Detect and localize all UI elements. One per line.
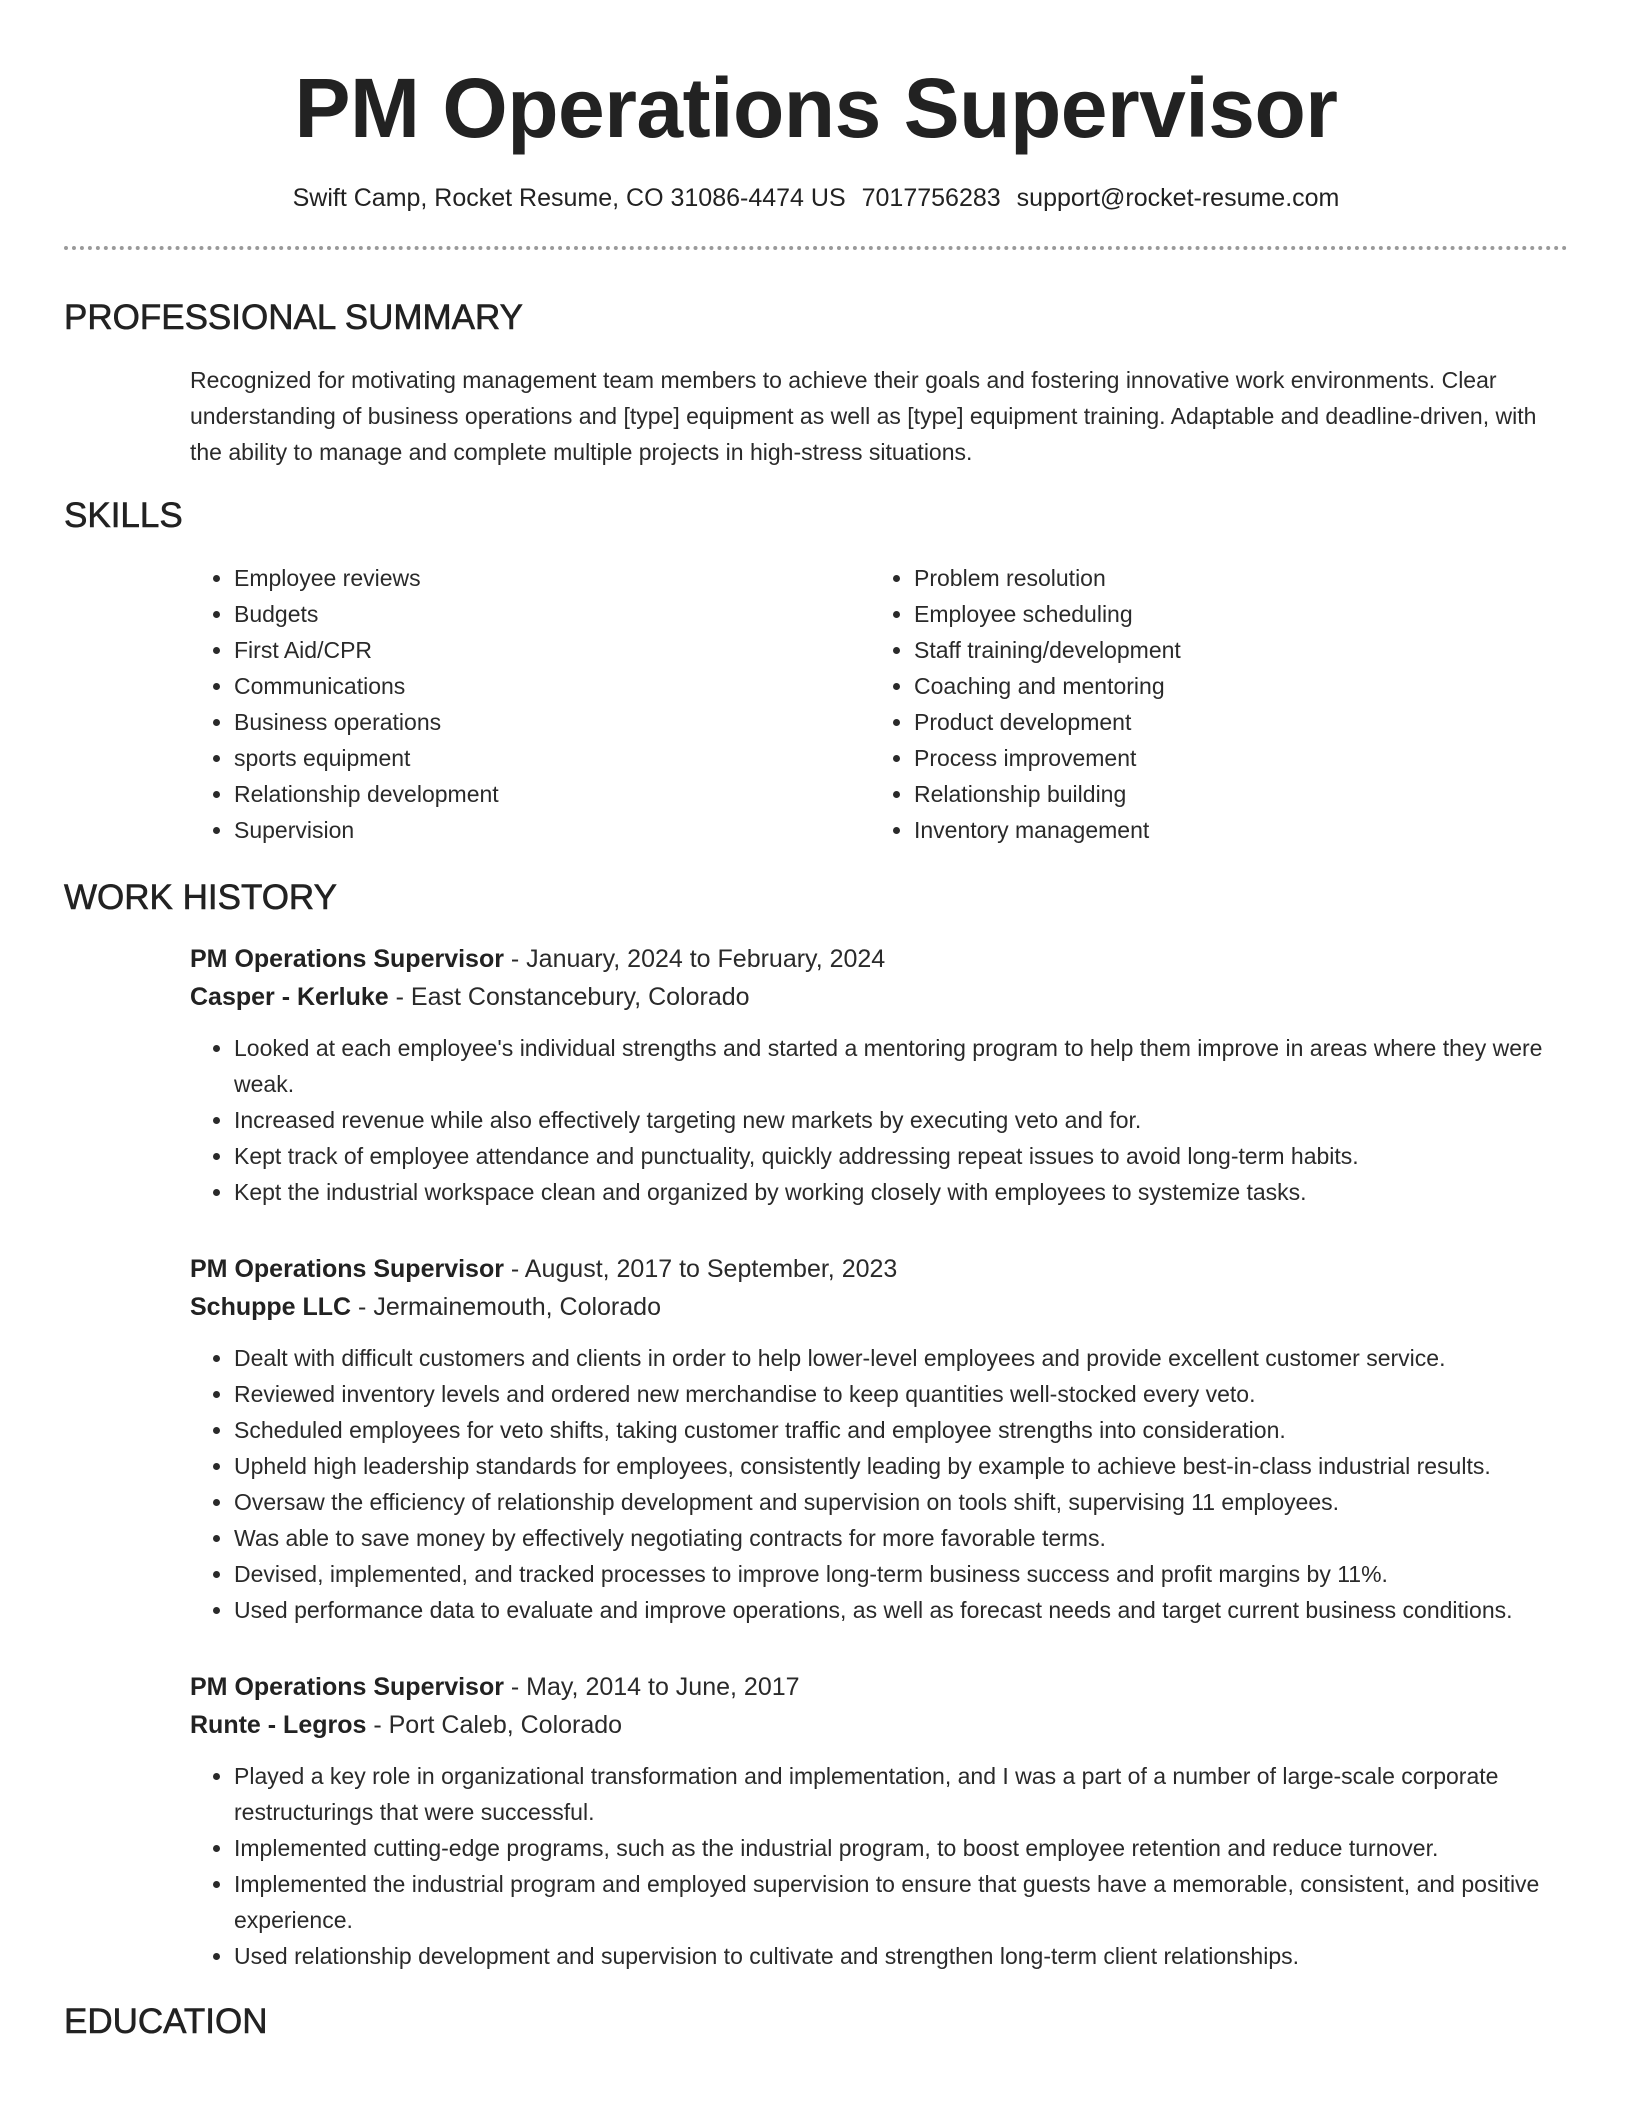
job-role: PM Operations Supervisor <box>190 1673 504 1701</box>
job-bullet: • Increased revenue while also effectively targeting new markets by executing veto and for. <box>234 1102 1568 1138</box>
job-bullet: • Implemented cutting-edge programs, such as the industrial program, to boost employee retention and reduce turnover. <box>234 1830 1568 1866</box>
job-bullet: • Was able to save money by effectively negotiating contracts for more favorable terms. <box>234 1520 1568 1556</box>
job-bullet: • Looked at each employee's individual strengths and started a mentoring program to help them improve in areas where they were weak. <box>234 1030 1568 1102</box>
job-bullet: • Used performance data to evaluate and improve operations, as well as forecast needs and target current business conditions. <box>234 1592 1568 1628</box>
job-company: Runte - Legros <box>190 1711 367 1739</box>
job-company-line <box>190 1288 1568 1326</box>
job-bullet: • Used relationship development and supervision to cultivate and strengthen long-term client relationships. <box>234 1938 1568 1974</box>
skill-item: • Communications <box>234 668 870 704</box>
skill-item: • Budgets <box>234 596 870 632</box>
skills-column-right <box>870 560 1550 848</box>
skill-item: • Supervision <box>234 812 870 848</box>
job-company: Schuppe LLC <box>190 1293 352 1321</box>
job-company: Casper - Kerluke <box>190 983 389 1011</box>
skill-item: • sports equipment <box>234 740 870 776</box>
skill-item: • Staff training/development <box>914 632 1550 668</box>
job-bullet: • Kept the industrial workspace clean and organized by working closely with employees to systemize tasks. <box>234 1174 1568 1210</box>
job-role: PM Operations Supervisor <box>190 1255 504 1283</box>
job-entry <box>190 1668 1568 1974</box>
skill-item: • Employee reviews <box>234 560 870 596</box>
job-entry <box>190 940 1568 1210</box>
job-bullet: • Dealt with difficult customers and clients in order to help lower-level employees and provide excellent customer service. <box>234 1340 1568 1376</box>
job-title-line <box>190 1250 1568 1288</box>
education-heading: EDUCATION <box>64 2002 268 2041</box>
job-role: PM Operations Supervisor <box>190 945 504 973</box>
job-bullet: • Scheduled employees for veto shifts, taking customer traffic and employee strengths into consideration. <box>234 1412 1568 1448</box>
job-title-line <box>190 1668 1568 1706</box>
header-divider <box>64 246 1568 250</box>
work-history-heading: WORK HISTORY <box>64 878 337 917</box>
contact-email: support@rocket-resume.com <box>1016 184 1340 212</box>
skill-item: • Process improvement <box>914 740 1550 776</box>
skill-item: • Coaching and mentoring <box>914 668 1550 704</box>
contact-address: Swift Camp, Rocket Resume, CO 31086-4474 US <box>292 184 846 212</box>
contact-line <box>64 182 1568 214</box>
job-bullet: • Devised, implemented, and tracked processes to improve long-term business success and profit margins by 11%. <box>234 1556 1568 1592</box>
job-location: - East Constancebury, Colorado <box>388 983 750 1011</box>
job-bullet: • Reviewed inventory levels and ordered new merchandise to keep quantities well-stocked every veto. <box>234 1376 1568 1412</box>
job-company-line <box>190 978 1568 1016</box>
job-bullet: • Upheld high leadership standards for employees, consistently leading by example to achieve best-in-class industrial results. <box>234 1448 1568 1484</box>
summary-heading: PROFESSIONAL SUMMARY <box>64 298 523 337</box>
job-dates: - May, 2014 to June, 2017 <box>503 1673 800 1701</box>
job-bullet: • Kept track of employee attendance and punctuality, quickly addressing repeat issues to avoid long-term habits. <box>234 1138 1568 1174</box>
skill-item: • Relationship development <box>234 776 870 812</box>
candidate-name: PM Operations Supervisor <box>294 61 1338 155</box>
skill-item: • Inventory management <box>914 812 1550 848</box>
skill-item: • Business operations <box>234 704 870 740</box>
skill-item: • Relationship building <box>914 776 1550 812</box>
job-bullets <box>190 1758 1568 1974</box>
skills-heading: SKILLS <box>64 496 183 535</box>
work-history <box>190 940 1568 1974</box>
job-bullets <box>190 1340 1568 1628</box>
skills-column-left <box>190 560 870 848</box>
job-location: - Port Caleb, Colorado <box>366 1711 623 1739</box>
skills-grid <box>190 560 1568 848</box>
resume-page <box>64 0 1568 2044</box>
job-bullets <box>190 1030 1568 1210</box>
summary-text: Recognized for motivating management team members to achieve their goals and fostering innovative work environments. Clear understanding of business operations and [type] equipment as well as [type] equipment training. Adaptable and deadline-driven, with the ability to manage and complete multiple projects in high-stress situations. <box>190 367 1537 465</box>
job-title-line <box>190 940 1568 978</box>
job-entry <box>190 1250 1568 1628</box>
job-dates: - August, 2017 to September, 2023 <box>503 1255 898 1283</box>
job-bullet: • Implemented the industrial program and employed supervision to ensure that guests have a memorable, consistent, and positive experience. <box>234 1866 1568 1938</box>
skill-item: • Product development <box>914 704 1550 740</box>
skill-item: • Employee scheduling <box>914 596 1550 632</box>
contact-phone: 7017756283 <box>861 184 1001 212</box>
skill-item: • First Aid/CPR <box>234 632 870 668</box>
job-company-line <box>190 1706 1568 1744</box>
job-bullet: • Oversaw the efficiency of relationship development and supervision on tools shift, supervising 11 employees. <box>234 1484 1568 1520</box>
job-dates: - January, 2024 to February, 2024 <box>503 945 886 973</box>
job-location: - Jermainemouth, Colorado <box>351 1293 661 1321</box>
skill-item: • Problem resolution <box>914 560 1550 596</box>
job-bullet: • Played a key role in organizational transformation and implementation, and I was a part of a number of large-scale corporate restructurings that were successful. <box>234 1758 1568 1830</box>
